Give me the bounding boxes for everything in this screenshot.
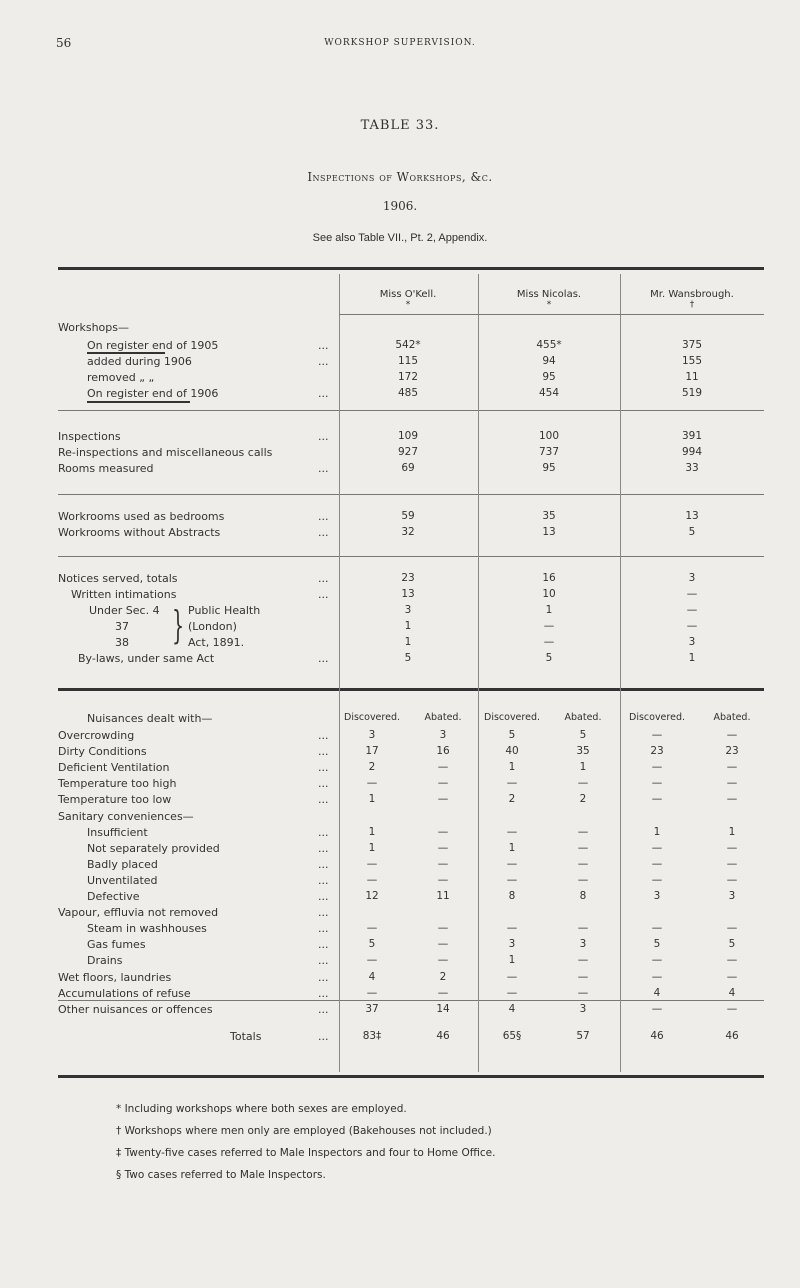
cell-value: — (651, 1003, 663, 1015)
row-label-s1-2-text: removed „ „ (87, 371, 155, 384)
cell-value: 32 (401, 526, 415, 538)
column-separator (339, 274, 340, 1072)
section-heading-nuisances (87, 712, 212, 725)
act-text-0 (188, 604, 260, 617)
cell-value: 10 (542, 588, 556, 600)
row-label-s5-8 (87, 858, 158, 871)
cell-value: — (726, 971, 738, 983)
cell-value: 1 (688, 652, 696, 664)
cell-value: 5 (404, 652, 412, 664)
cell-value: — (437, 761, 449, 773)
act-text-2-text: Act, 1891. (188, 636, 245, 649)
cell-value: — (437, 826, 449, 838)
act-text-2 (188, 636, 244, 649)
cell-value: 519 (681, 387, 703, 399)
cell-value: 1 (368, 793, 376, 805)
row-label-s4-3 (115, 620, 129, 633)
cell-value: — (726, 954, 738, 966)
cell-value: 737 (538, 446, 560, 458)
dot-leader: ... (318, 890, 329, 903)
cell-value: 69 (401, 462, 415, 474)
cell-value: 5 (508, 729, 516, 741)
row-label-s5-2 (58, 761, 169, 774)
dot-leader: ... (318, 842, 329, 855)
cell-value: — (577, 842, 589, 854)
totals-label (230, 1030, 261, 1043)
cell-value: 95 (542, 371, 556, 383)
header-rule (339, 314, 764, 315)
row-label-s5-17-text: Other nuisances or offences (58, 1003, 213, 1016)
cell-value: 5 (653, 938, 661, 950)
cell-value: — (651, 842, 663, 854)
row-label-s5-11 (58, 906, 218, 919)
dot-leader: ... (318, 971, 329, 984)
dot-leader: ... (318, 462, 329, 475)
sub-header: Discovered. (344, 712, 400, 723)
cell-value: — (506, 987, 518, 999)
row-label-s4-4-text: 38 (115, 636, 129, 649)
cell-value: 23 (401, 572, 415, 584)
cell-value: — (506, 874, 518, 886)
cell-value: — (726, 922, 738, 934)
row-label-s5-6 (87, 826, 148, 839)
row-label-s1-1-text: added during 1906 (87, 355, 192, 368)
table-rule (58, 1075, 764, 1078)
row-label-s4-1-text: Written intimations (71, 588, 177, 601)
act-text-0-text: Public Health (188, 604, 261, 617)
cell-value: 17 (365, 745, 379, 757)
cell-value: 14 (436, 1003, 450, 1015)
dot-leader: ... (318, 588, 329, 601)
cell-value: — (437, 987, 449, 999)
cell-value: 485 (397, 387, 419, 399)
row-label-s5-8-text: Badly placed (87, 858, 158, 871)
sub-header: Abated. (424, 712, 462, 723)
dot-leader: ... (318, 1030, 329, 1043)
cell-value: — (651, 761, 663, 773)
row-label-s5-7 (87, 842, 220, 855)
table-rule (58, 410, 764, 411)
cell-value: 5 (368, 938, 376, 950)
cell-value: — (651, 874, 663, 886)
footnote: * Including workshops where both sexes are employed. (116, 1103, 407, 1115)
cell-value: 172 (397, 371, 419, 383)
cell-value: 994 (681, 446, 703, 458)
dot-leader: ... (318, 355, 329, 368)
row-label-s1-3-text: On register end of 1906 (87, 387, 219, 400)
section-heading-nuisances-text: Nuisances dealt with— (87, 712, 213, 725)
row-label-s3-1-text: Workrooms without Abstracts (58, 526, 221, 539)
total-value: 83‡ (362, 1030, 382, 1042)
cell-value: 13 (542, 526, 556, 538)
dot-leader: ... (318, 430, 329, 443)
row-label-s5-6-text: Insufficient (87, 826, 148, 839)
cell-value: 1 (728, 826, 736, 838)
row-label-s5-16 (58, 987, 191, 1000)
row-label-s5-1 (58, 745, 147, 758)
row-label-s4-2 (89, 604, 160, 617)
row-label-s3-0-text: Workrooms used as bedrooms (58, 510, 225, 523)
cell-value: 454 (538, 387, 560, 399)
row-label-s4-5 (78, 652, 214, 665)
dot-leader: ... (318, 526, 329, 539)
cell-value: — (366, 954, 378, 966)
cell-value: 1 (508, 761, 516, 773)
cell-value: 109 (397, 430, 419, 442)
cell-value: 37 (365, 1003, 379, 1015)
row-label-s3-1 (58, 526, 220, 539)
sub-header: Abated. (713, 712, 751, 723)
cell-value: — (506, 922, 518, 934)
column-name: Miss O'Kell. (379, 289, 437, 300)
cell-value: — (506, 777, 518, 789)
cell-value: 35 (542, 510, 556, 522)
cell-value: — (506, 858, 518, 870)
dot-leader: ... (318, 922, 329, 935)
dot-leader: ... (318, 858, 329, 871)
column-header-0 (343, 289, 473, 310)
cell-value: — (437, 938, 449, 950)
row-label-s5-9 (87, 874, 158, 887)
cell-value: — (577, 987, 589, 999)
cell-value: — (651, 954, 663, 966)
cell-value: — (506, 971, 518, 983)
table-rule (58, 494, 764, 495)
table-rule (58, 1000, 764, 1001)
row-label-s5-5 (58, 810, 194, 823)
row-label-s5-1-text: Dirty Conditions (58, 745, 147, 758)
row-label-s5-7-text: Not separately provided (87, 842, 220, 855)
dot-leader: ... (318, 339, 329, 352)
cell-value: — (686, 604, 698, 616)
row-label-s1-0-text: On register end of 1905 (87, 339, 219, 352)
running-title: WORKSHOP SUPERVISION. (324, 38, 476, 48)
total-value: 57 (576, 1030, 590, 1042)
cell-value: — (437, 842, 449, 854)
cell-value: — (726, 729, 738, 741)
dot-leader: ... (318, 826, 329, 839)
row-label-s4-5-text: By-laws, under same Act (78, 652, 215, 665)
act-text-1-text: (London) (188, 620, 237, 633)
row-label-s5-5-text: Sanitary conveniences— (58, 810, 194, 823)
row-label-s5-0-text: Overcrowding (58, 729, 135, 742)
cell-value: — (577, 922, 589, 934)
see-also-note: See also Table VII., Pt. 2, Appendix. (312, 232, 488, 244)
row-label-s1-2 (87, 371, 154, 384)
cell-value: — (686, 620, 698, 632)
total-value: 46 (436, 1030, 450, 1042)
row-label-s5-17 (58, 1003, 213, 1016)
row-label-s4-1 (71, 588, 176, 601)
cell-value: — (726, 858, 738, 870)
cell-value: — (366, 922, 378, 934)
cell-value: 3 (653, 890, 661, 902)
cell-value: 23 (725, 745, 739, 757)
cell-value: 1 (508, 954, 516, 966)
cell-value: — (686, 588, 698, 600)
row-label-s5-4 (58, 793, 171, 806)
table-title: TABLE 33. (360, 118, 440, 133)
dot-leader: ... (318, 652, 329, 665)
row-label-s5-12-text: Steam in washhouses (87, 922, 207, 935)
column-name: Miss Nicolas. (516, 289, 582, 300)
column-header-2 (627, 289, 757, 310)
cell-value: 3 (508, 938, 516, 950)
row-label-s5-0 (58, 729, 134, 742)
row-label-s1-1 (87, 355, 192, 368)
dot-leader: ... (318, 777, 329, 790)
cell-value: 1 (404, 636, 412, 648)
row-label-s5-2-text: Deficient Ventilation (58, 761, 170, 774)
dot-leader: ... (318, 906, 329, 919)
row-label-s5-10 (87, 890, 140, 903)
cell-value: 3 (728, 890, 736, 902)
row-label-s2-0 (58, 430, 121, 443)
cell-value: — (366, 777, 378, 789)
cell-value: 8 (508, 890, 516, 902)
cell-value: — (437, 793, 449, 805)
sub-header: Abated. (564, 712, 602, 723)
cell-value: 391 (681, 430, 703, 442)
cell-value: — (437, 954, 449, 966)
column-mark: * (546, 300, 552, 310)
section-heading-workshops-text: Workshops— (58, 321, 130, 334)
dot-leader: ... (318, 761, 329, 774)
footnote: † Workshops where men only are employed (Bakehouses not included.) (116, 1125, 492, 1137)
cell-value: 375 (681, 339, 703, 351)
cell-value: — (726, 874, 738, 886)
dot-leader: ... (318, 572, 329, 585)
cell-value: 1 (368, 842, 376, 854)
cell-value: 3 (688, 572, 696, 584)
cell-value: — (651, 729, 663, 741)
dot-leader: ... (318, 729, 329, 742)
cell-value: 1 (545, 604, 553, 616)
cell-value: 8 (579, 890, 587, 902)
cell-value: — (726, 761, 738, 773)
cell-value: — (437, 858, 449, 870)
column-header-1 (484, 289, 614, 310)
dot-leader: ... (318, 954, 329, 967)
dot-leader: ... (318, 1003, 329, 1016)
row-label-s5-13 (87, 938, 146, 951)
totals-label-text: Totals (230, 1030, 262, 1043)
cell-value: 5 (545, 652, 553, 664)
cell-value: 3 (579, 938, 587, 950)
row-label-s5-15-text: Wet floors, laundries (58, 971, 172, 984)
table-rule (58, 267, 764, 270)
cell-value: 95 (542, 462, 556, 474)
section-heading-workshops (58, 321, 129, 334)
cell-value: 3 (368, 729, 376, 741)
row-label-s1-3 (87, 387, 218, 400)
cell-value: 59 (401, 510, 415, 522)
row-label-s5-3-text: Temperature too high (58, 777, 177, 790)
cell-value: 12 (365, 890, 379, 902)
row-label-s5-14 (87, 954, 123, 967)
cell-value: 4 (508, 1003, 516, 1015)
cell-value: — (651, 777, 663, 789)
cell-value: 100 (538, 430, 560, 442)
cell-value: 13 (685, 510, 699, 522)
cell-value: 2 (579, 793, 587, 805)
cell-value: 455* (536, 339, 562, 351)
row-label-s5-12 (87, 922, 207, 935)
brace-icon: } (172, 603, 185, 647)
dot-leader: ... (318, 874, 329, 887)
cell-value: — (577, 826, 589, 838)
cell-value: — (506, 826, 518, 838)
cell-value: — (726, 1003, 738, 1015)
column-separator (478, 274, 479, 1072)
cell-value: — (543, 636, 555, 648)
page-number: 56 (56, 36, 72, 50)
cell-value: 16 (542, 572, 556, 584)
cell-value: 2 (368, 761, 376, 773)
column-mark: † (689, 300, 695, 310)
cell-value: — (726, 842, 738, 854)
row-label-s4-3-text: 37 (115, 620, 129, 633)
row-label-s1-0 (87, 339, 218, 352)
total-value: 46 (650, 1030, 664, 1042)
dot-leader: ... (318, 987, 329, 1000)
cell-value: 3 (404, 604, 412, 616)
cell-value: — (437, 874, 449, 886)
cell-value: — (651, 793, 663, 805)
row-label-s5-15 (58, 971, 171, 984)
row-label-s5-16-text: Accumulations of refuse (58, 987, 191, 1000)
cell-value: 5 (688, 526, 696, 538)
cell-value: — (543, 620, 555, 632)
row-label-s4-4 (115, 636, 129, 649)
column-name: Mr. Wansbrough. (650, 289, 734, 300)
dot-leader: ... (318, 387, 329, 400)
cell-value: 927 (397, 446, 419, 458)
cell-value: 2 (508, 793, 516, 805)
total-value: 65§ (502, 1030, 522, 1042)
cell-value: 1 (368, 826, 376, 838)
row-label-s2-1 (58, 446, 272, 459)
cell-value: 4 (653, 987, 661, 999)
total-value: 46 (725, 1030, 739, 1042)
row-label-s4-0 (58, 572, 178, 585)
row-label-s5-9-text: Unventilated (87, 874, 158, 887)
footnote: ‡ Twenty-five cases referred to Male Inspectors and four to Home Office. (116, 1147, 496, 1159)
cell-value: 3 (439, 729, 447, 741)
cell-value: 13 (401, 588, 415, 600)
cell-value: — (366, 858, 378, 870)
underline-mark (87, 401, 190, 403)
cell-value: 5 (728, 938, 736, 950)
cell-value: — (366, 874, 378, 886)
table-year: 1906. (382, 199, 418, 213)
cell-value: 155 (681, 355, 703, 367)
row-label-s5-4-text: Temperature too low (58, 793, 172, 806)
dot-leader: ... (318, 745, 329, 758)
row-label-s5-13-text: Gas fumes (87, 938, 146, 951)
table-subtitle: Inspections of Workshops, &c. (307, 170, 493, 184)
cell-value: 115 (397, 355, 419, 367)
cell-value: 94 (542, 355, 556, 367)
sub-header: Discovered. (484, 712, 540, 723)
cell-value: 2 (439, 971, 447, 983)
cell-value: 33 (685, 462, 699, 474)
cell-value: — (726, 777, 738, 789)
cell-value: — (366, 987, 378, 999)
row-label-s3-0 (58, 510, 224, 523)
cell-value: 3 (688, 636, 696, 648)
row-label-s5-14-text: Drains (87, 954, 123, 967)
cell-value: 11 (685, 371, 699, 383)
cell-value: 35 (576, 745, 590, 757)
cell-value: 3 (579, 1003, 587, 1015)
cell-value: 542* (395, 339, 421, 351)
cell-value: 1 (508, 842, 516, 854)
cell-value: — (577, 971, 589, 983)
underline-mark (87, 352, 165, 354)
dot-leader: ... (318, 510, 329, 523)
dot-leader: ... (318, 938, 329, 951)
cell-value: 16 (436, 745, 450, 757)
row-label-s2-0-text: Inspections (58, 430, 121, 443)
cell-value: — (726, 793, 738, 805)
cell-value: — (577, 954, 589, 966)
row-label-s5-10-text: Defective (87, 890, 140, 903)
table-rule (58, 556, 764, 557)
cell-value: 1 (653, 826, 661, 838)
cell-value: — (437, 777, 449, 789)
column-separator (620, 274, 621, 1072)
row-label-s5-11-text: Vapour, effluvia not removed (58, 906, 219, 919)
dot-leader: ... (318, 793, 329, 806)
cell-value: — (577, 874, 589, 886)
cell-value: — (651, 971, 663, 983)
row-label-s4-2-text: Under Sec. 4 (89, 604, 160, 617)
row-label-s4-0-text: Notices served, totals (58, 572, 178, 585)
act-text-1 (188, 620, 237, 633)
cell-value: — (651, 922, 663, 934)
cell-value: 5 (579, 729, 587, 741)
sub-header: Discovered. (629, 712, 685, 723)
cell-value: — (437, 922, 449, 934)
row-label-s5-3 (58, 777, 176, 790)
cell-value: 1 (404, 620, 412, 632)
cell-value: 11 (436, 890, 450, 902)
cell-value: 4 (728, 987, 736, 999)
cell-value: 40 (505, 745, 519, 757)
cell-value: 4 (368, 971, 376, 983)
column-mark: * (405, 300, 411, 310)
cell-value: 1 (579, 761, 587, 773)
footnote: § Two cases referred to Male Inspectors. (116, 1169, 326, 1181)
row-label-s2-1-text: Re-inspections and miscellaneous calls (58, 446, 273, 459)
row-label-s2-2 (58, 462, 154, 475)
row-label-s2-2-text: Rooms measured (58, 462, 154, 475)
cell-value: — (651, 858, 663, 870)
cell-value: — (577, 777, 589, 789)
table-rule (58, 688, 764, 691)
cell-value: 23 (650, 745, 664, 757)
cell-value: — (577, 858, 589, 870)
